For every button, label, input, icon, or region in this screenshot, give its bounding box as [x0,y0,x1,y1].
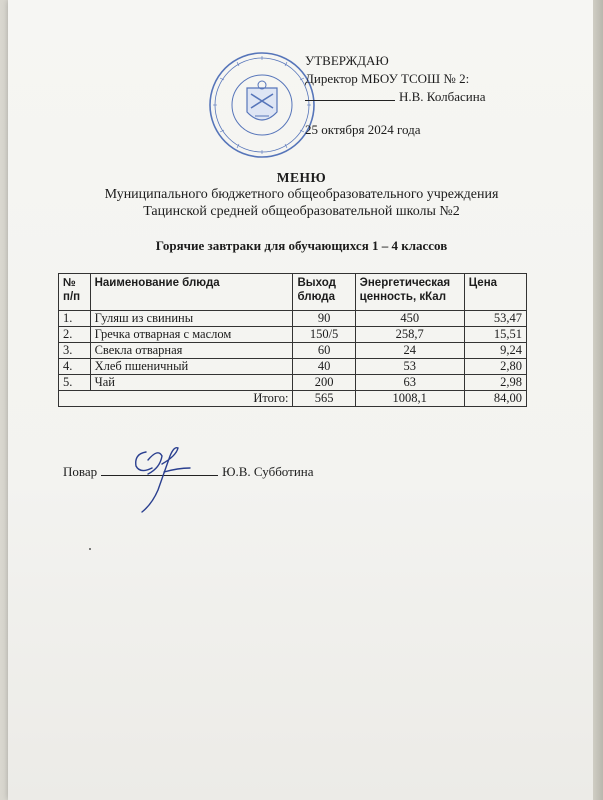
page-edge [593,0,603,800]
row-num: 2. [59,327,91,343]
organization-line-1: Муниципального бюджетного общеобразовательного учреждения [104,187,499,202]
menu-title: МЕНЮ [276,170,327,185]
header-num: № п/п [59,274,91,311]
row-price: 15,51 [464,327,526,343]
approval-date: 25 октября 2024 года [305,122,421,137]
row-output: 90 [293,311,355,327]
header-output: Выход блюда [293,274,355,311]
approval-name: Н.В. Колбасина [399,89,486,104]
row-name: Чай [90,375,293,391]
table-row [59,327,527,343]
row-price: 53,47 [464,311,526,327]
row-output: 60 [293,343,355,359]
table-header-row [59,274,527,311]
row-price: 9,24 [464,343,526,359]
row-output: 200 [293,375,355,391]
total-price: 84,00 [464,391,526,407]
table-row [59,359,527,375]
total-output: 565 [293,391,355,407]
cook-name: Ю.В. Субботина [222,464,314,479]
row-energy: 53 [355,359,464,375]
paper-speck [89,548,91,550]
row-output: 40 [293,359,355,375]
approval-block [305,52,545,139]
approval-position: Директор МБОУ ТСОШ № 2: [305,71,470,86]
row-output: 150/5 [293,327,355,343]
row-name: Хлеб пшеничный [90,359,293,375]
document-heading [0,170,603,220]
school-seal-stamp [207,50,317,160]
menu-table [58,273,527,407]
row-name: Свекла отварная [90,343,293,359]
row-num: 1. [59,311,91,327]
row-name: Гуляш из свинины [90,311,293,327]
cook-handwritten-signature [118,438,208,518]
cook-label: Повар [63,464,98,479]
total-label: Итого: [59,391,293,407]
total-energy: 1008,1 [355,391,464,407]
table-row [59,343,527,359]
row-num: 4. [59,359,91,375]
header-price: Цена [464,274,526,311]
approval-signature-line [305,88,545,106]
table-row [59,375,527,391]
approval-sign-underline [305,100,395,101]
row-price: 2,80 [464,359,526,375]
row-energy: 450 [355,311,464,327]
row-energy: 24 [355,343,464,359]
row-energy: 258,7 [355,327,464,343]
table-total-row [59,391,527,407]
row-num: 5. [59,375,91,391]
organization-line-2: Тацинской средней общеобразовательной школы №2 [143,204,460,219]
header-energy: Энергетическая ценность, кКал [355,274,464,311]
row-price: 2,98 [464,375,526,391]
header-name: Наименование блюда [90,274,293,311]
table-row [59,311,527,327]
row-energy: 63 [355,375,464,391]
approval-title: УТВЕРЖДАЮ [305,53,389,68]
row-name: Гречка отварная с маслом [90,327,293,343]
row-num: 3. [59,343,91,359]
menu-subtitle: Горячие завтраки для обучающихся 1 – 4 классов [155,238,448,253]
